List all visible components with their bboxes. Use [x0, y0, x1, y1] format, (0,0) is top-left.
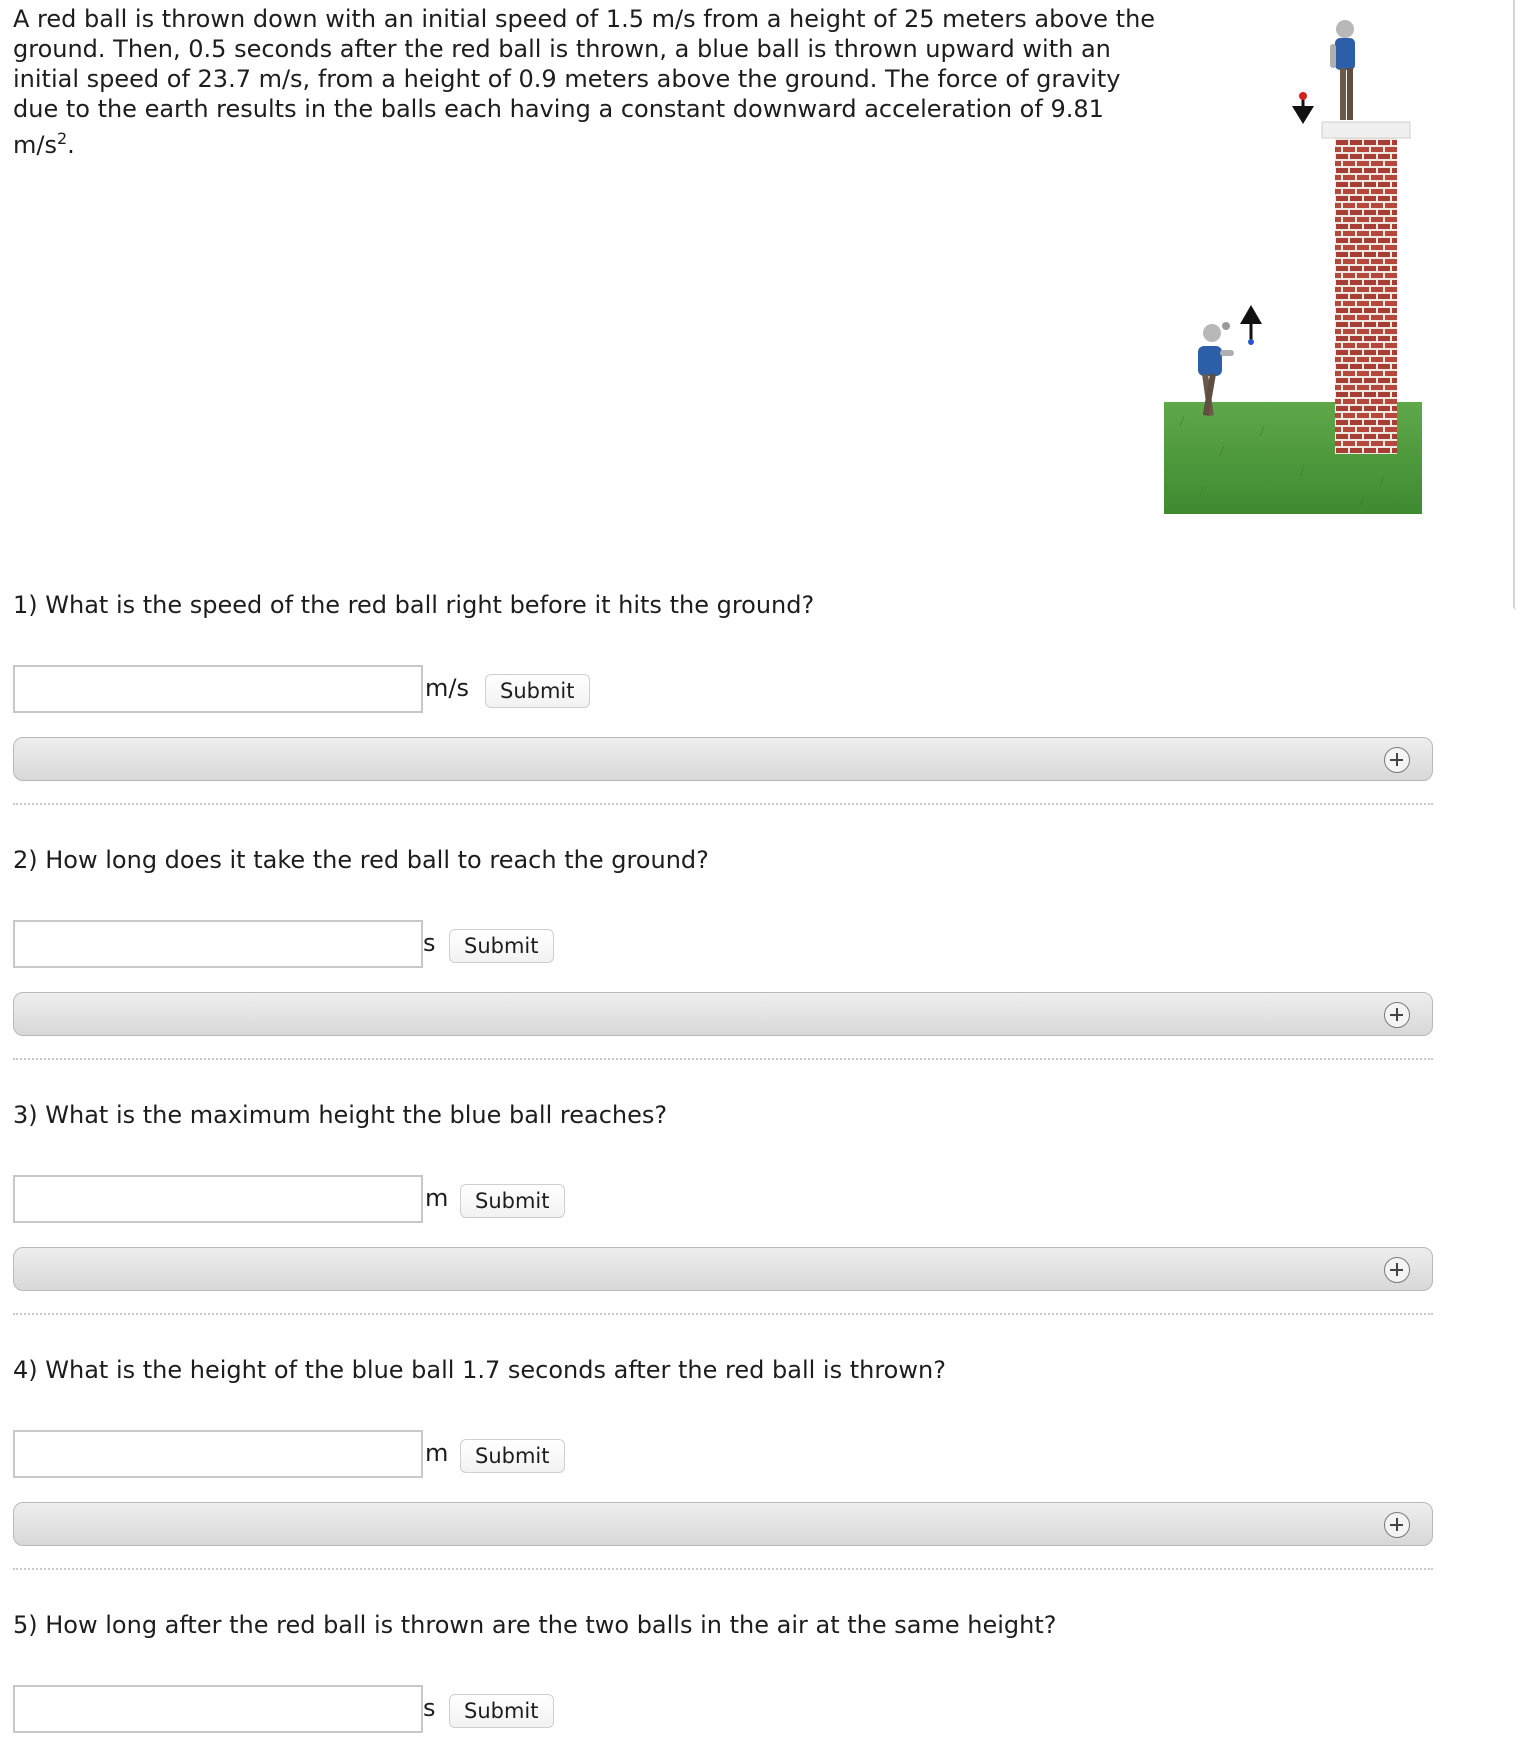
question-1-answer-input[interactable] — [13, 665, 423, 713]
question-2-unit: s — [423, 929, 436, 957]
question-5-submit-button[interactable]: Submit — [449, 1694, 554, 1728]
question-2-answer-input[interactable] — [13, 920, 423, 968]
question-divider — [13, 1568, 1433, 1570]
question-5-label: 5) How long after the red ball is thrown are the two balls in the air at the same height? — [13, 1611, 1057, 1639]
plus-circle-icon[interactable] — [1384, 1257, 1410, 1283]
question-3-submit-button[interactable]: Submit — [460, 1184, 565, 1218]
question-1-label: 1) What is the speed of the red ball right before it hits the ground? — [13, 591, 815, 619]
question-3-unit: m — [425, 1184, 449, 1212]
question-2-label: 2) How long does it take the red ball to reach the ground? — [13, 846, 709, 874]
question-5-unit: s — [423, 1694, 436, 1722]
problem-figure — [1160, 6, 1430, 514]
question-4-unit: m — [425, 1439, 449, 1467]
problem-end: . — [67, 131, 75, 159]
red-ball-down-arrow — [1292, 92, 1314, 124]
plus-circle-icon[interactable] — [1384, 1512, 1410, 1538]
question-3-answer-input[interactable] — [13, 1175, 423, 1223]
question-4-label: 4) What is the height of the blue ball 1.7 seconds after the red ball is thrown? — [13, 1356, 946, 1384]
question-2-submit-button[interactable]: Submit — [449, 929, 554, 963]
brick-tower — [1335, 136, 1397, 454]
question-1-submit-button[interactable]: Submit — [485, 674, 590, 708]
problem-exponent: 2 — [56, 129, 68, 148]
question-4-submit-button[interactable]: Submit — [460, 1439, 565, 1473]
person-on-ground — [1198, 322, 1234, 416]
question-divider — [13, 1313, 1433, 1315]
question-4-hint-bar[interactable] — [13, 1502, 1433, 1546]
plus-circle-icon[interactable] — [1384, 1002, 1410, 1028]
question-5-answer-input[interactable] — [13, 1685, 423, 1733]
plus-circle-icon[interactable] — [1384, 747, 1410, 773]
question-4-answer-input[interactable] — [13, 1430, 423, 1478]
question-divider — [13, 803, 1433, 805]
blue-ball-up-arrow — [1240, 305, 1262, 345]
question-1-unit: m/s — [425, 674, 469, 702]
problem-text: A red ball is thrown down with an initial speed of 1.5 m/s from a height of 25 meters above the ground. Then, 0.5 seconds after the red ball is thrown, a blue ball is thrown upward with an initial speed of 23.7 m/s, from a height of 0.9 meters above the ground. The force of gravity due to the earth results in the balls each having a constant downward acceleration of 9.81 m/s — [13, 5, 1156, 159]
right-panel-edge — [1513, 0, 1520, 610]
question-2-hint-bar[interactable] — [13, 992, 1433, 1036]
problem-statement — [13, 4, 1163, 160]
person-on-tower — [1330, 20, 1355, 120]
tower-top-ledge — [1322, 122, 1410, 138]
question-3-hint-bar[interactable] — [13, 1247, 1433, 1291]
question-1-hint-bar[interactable] — [13, 737, 1433, 781]
question-3-label: 3) What is the maximum height the blue ball reaches? — [13, 1101, 668, 1129]
question-divider — [13, 1058, 1433, 1060]
